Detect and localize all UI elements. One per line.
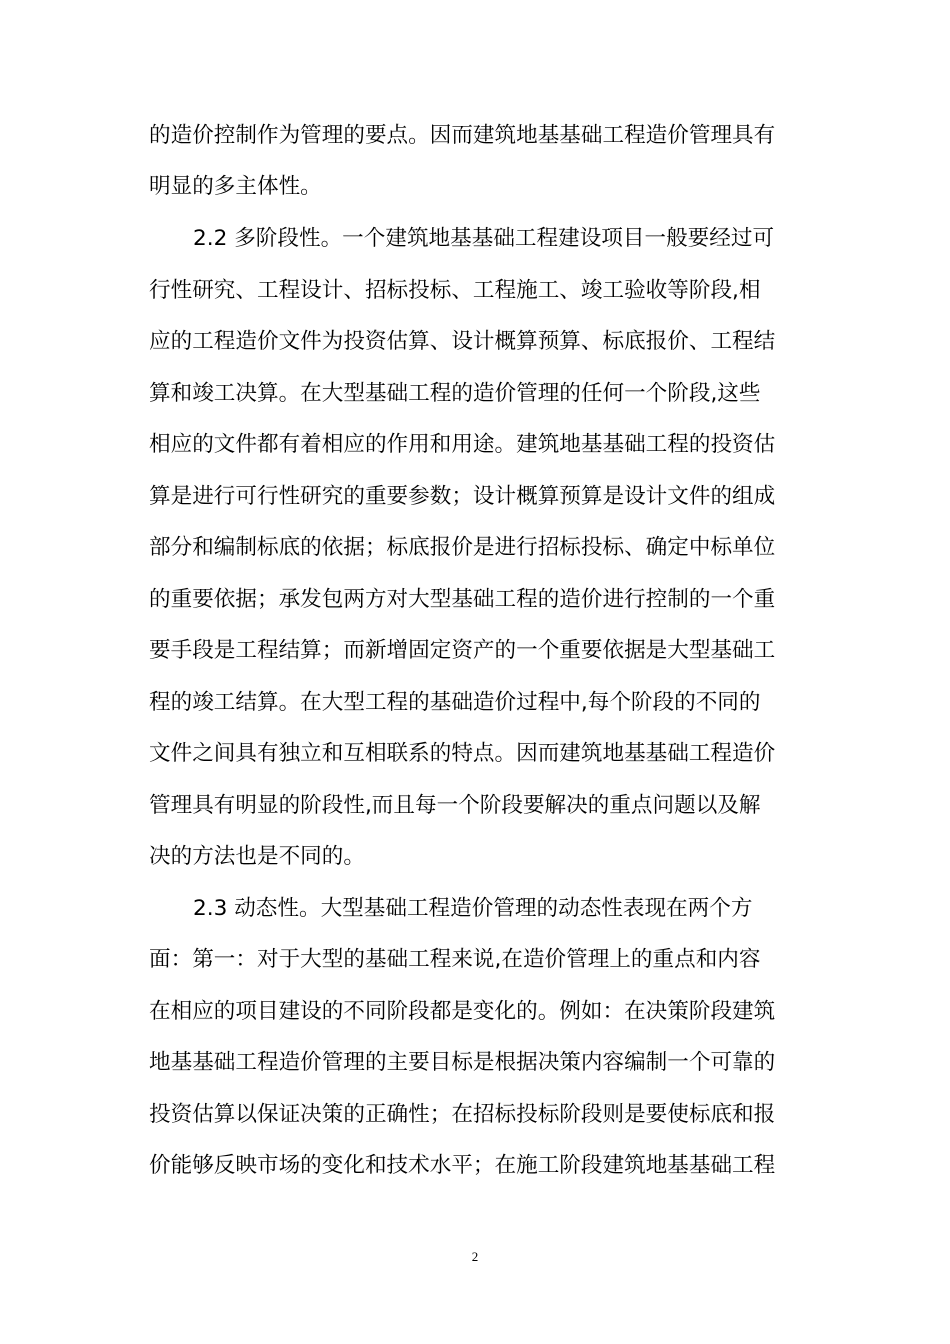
- text-line: 明显的多主体性。: [149, 174, 322, 199]
- text-line: 地基基础工程造价管理的主要目标是根据决策内容编制一个可靠的: [149, 1050, 776, 1075]
- text-line: 要手段是工程结算；而新增固定资产的一个重要依据是大型基础工: [149, 638, 776, 663]
- text-line: 文件之间具有独立和互相联系的特点。因而建筑地基基础工程造价: [149, 741, 776, 766]
- text-line: 部分和编制标底的依据；标底报价是进行招标投标、确定中标单位: [149, 535, 776, 560]
- text-line: 的造价控制作为管理的要点。因而建筑地基基础工程造价管理具有: [149, 123, 776, 148]
- text-line: 程的竣工结算。在大型工程的基础造价过程中,每个阶段的不同的: [149, 690, 761, 715]
- text-line: 算和竣工决算。在大型基础工程的造价管理的任何一个阶段,这些: [149, 381, 761, 406]
- section-2-2-first-line: 2.2 多阶段性。一个建筑地基基础工程建设项目一般要经过可: [193, 226, 775, 251]
- text-line: 决的方法也是不同的。: [149, 844, 365, 869]
- page-number: 2: [471, 1249, 479, 1264]
- text-line: 在相应的项目建设的不同阶段都是变化的。例如：在决策阶段建筑: [149, 999, 776, 1024]
- text-line: 价能够反映市场的变化和技术水平；在施工阶段建筑地基基础工程: [149, 1153, 776, 1178]
- text-line: 面：第一：对于大型的基础工程来说,在造价管理上的重点和内容: [149, 947, 761, 972]
- text-line: 投资估算以保证决策的正确性；在招标投标阶段则是要使标底和报: [149, 1102, 776, 1127]
- section-2-3-first-line: 2.3 动态性。大型基础工程造价管理的动态性表现在两个方: [193, 896, 753, 921]
- text-line: 行性研究、工程设计、招标投标、工程施工、竣工验收等阶段,相: [149, 278, 761, 303]
- text-line: 管理具有明显的阶段性,而且每一个阶段要解决的重点问题以及解: [149, 793, 761, 818]
- text-line: 算是进行可行性研究的重要参数；设计概算预算是设计文件的组成: [149, 484, 776, 509]
- text-line: 的重要依据；承发包两方对大型基础工程的造价进行控制的一个重: [149, 587, 776, 612]
- text-line: 相应的文件都有着相应的作用和用途。建筑地基基础工程的投资估: [149, 432, 776, 457]
- text-line: 应的工程造价文件为投资估算、设计概算预算、标底报价、工程结: [149, 329, 776, 354]
